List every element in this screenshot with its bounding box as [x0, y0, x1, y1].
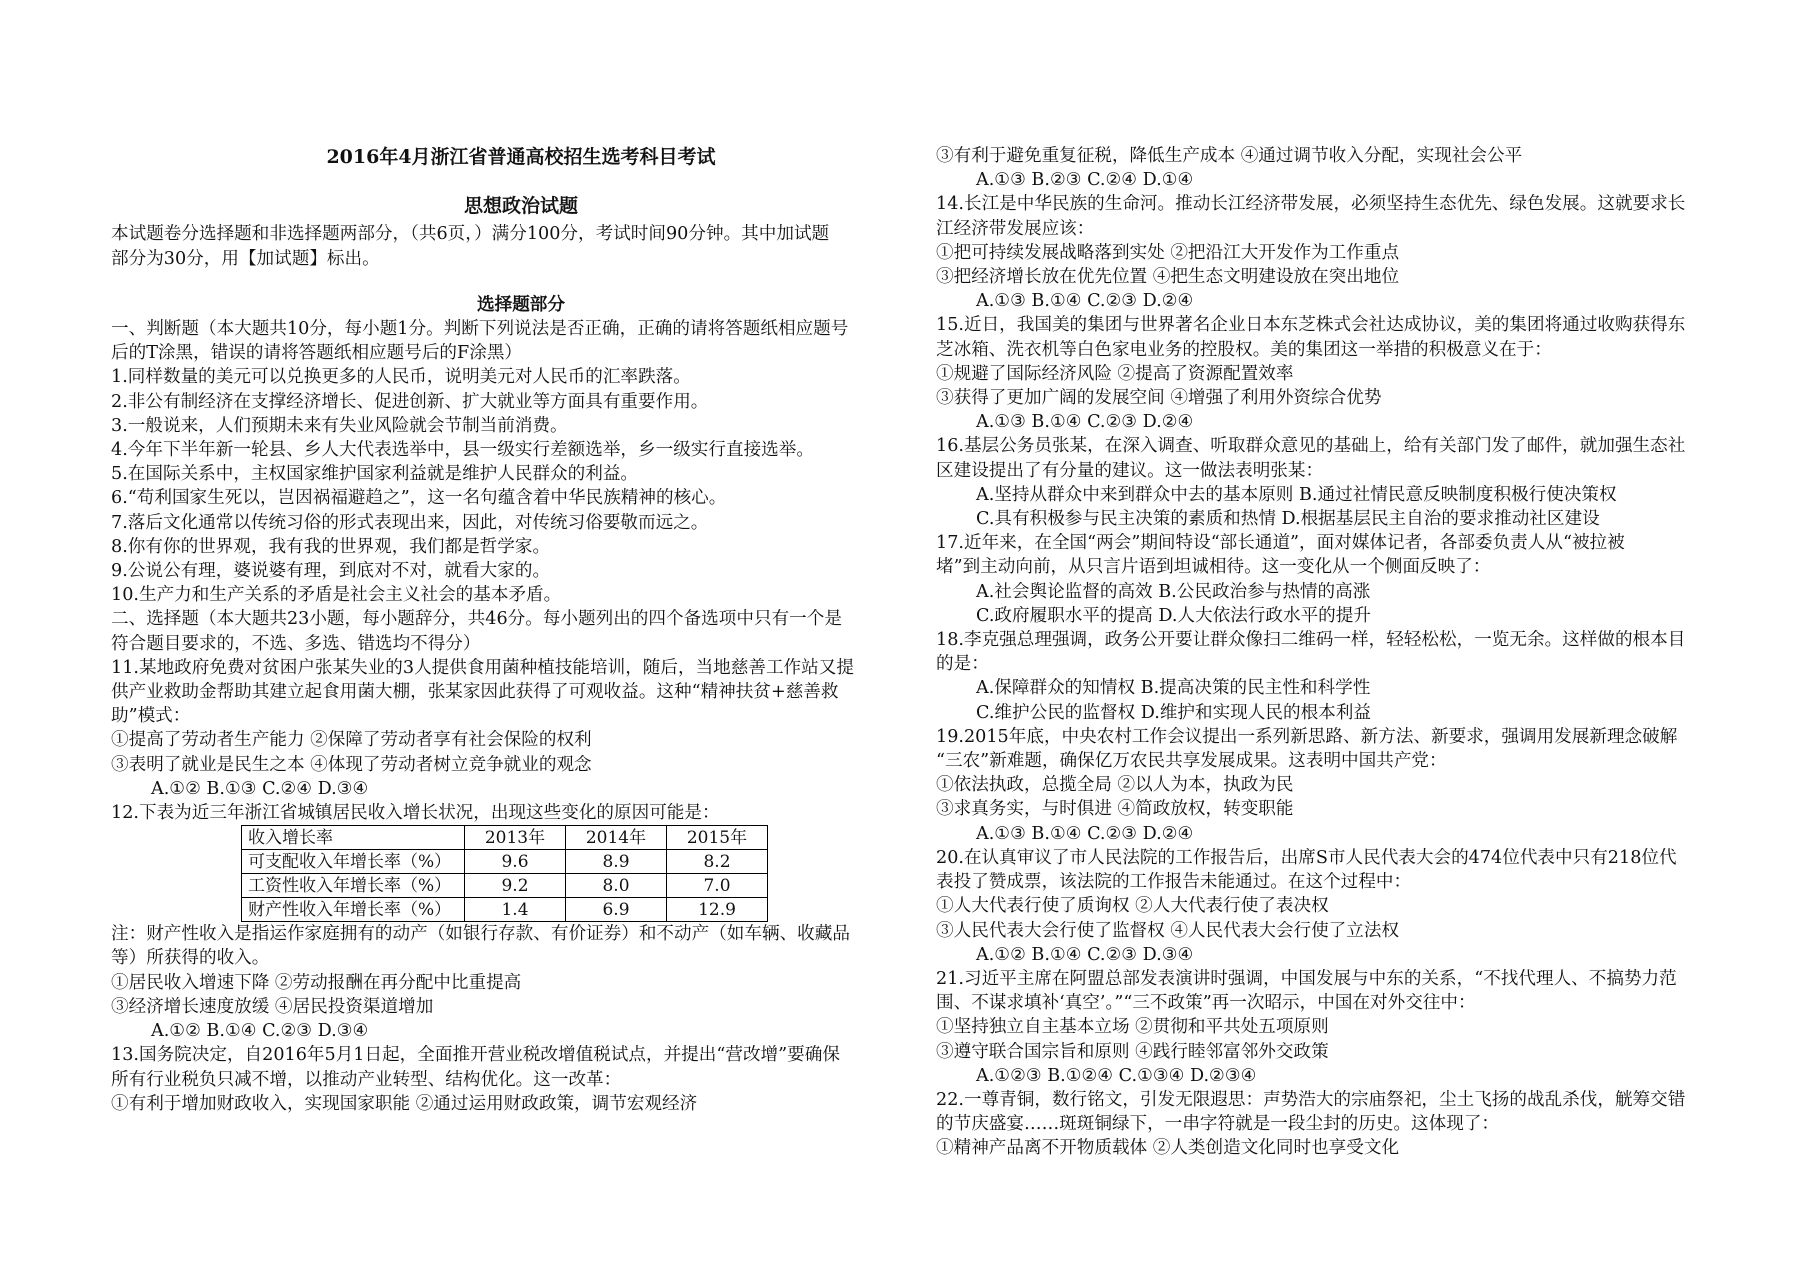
- table-cell: 12.9: [667, 898, 768, 922]
- text-line: 注：财产性收入是指运作家庭拥有的动产（如银行存款、有价证券）和不动产（如车辆、收藏品: [111, 924, 850, 945]
- text-line: ③人民代表大会行使了监督权 ④人民代表大会行使了立法权: [936, 920, 1400, 941]
- text-line: 的是：: [936, 654, 989, 675]
- text-line: A.①③ B.①④ C.②③ D.②④: [976, 823, 1194, 844]
- exam-title: 2016年4月浙江省普通高校招生选考科目考试: [326, 146, 716, 168]
- text-line: 的节庆盛宴……斑斑铜绿下，一串字符就是一段尘封的历史。这体现了：: [936, 1114, 1500, 1135]
- text-line: 13.国务院决定，自2016年5月1日起，全面推开营业税改增值税试点，并提出“营改增”要确保: [111, 1045, 840, 1066]
- left-question-list-continued: [111, 922, 931, 1116]
- text-line: 供产业救助金帮助其建立起食用菌大棚，张某家因此获得了可观收益。这种“精神扶贫+慈善救: [111, 682, 839, 703]
- text-line: 8.你有你的世界观，我有我的世界观，我们都是哲学家。: [111, 536, 551, 557]
- text-line: ①人大代表行使了质询权 ②人大代表行使了表决权: [936, 896, 1329, 917]
- text-line: 区建设提出了有分量的建议。这一做法表明张某：: [936, 460, 1324, 481]
- text-line: 堵”到主动向前，从只言片语到坦诚相待。这一变化从一个侧面反映了：: [936, 557, 1491, 578]
- text-line: 表投了赞成票，该法院的工作报告未能通过。在这个过程中：: [936, 872, 1412, 893]
- text-line: 4.今年下半年新一轮县、乡人大代表选举中，县一级实行差额选举，乡一级实行直接选举。: [111, 440, 814, 461]
- text-line: 后的T涂黑，错误的请将答题纸相应题号后的F涂黑）: [111, 343, 523, 364]
- table-cell: 工资性收入年增长率（%）: [242, 874, 465, 898]
- text-line: 芝冰箱、洗衣机等白色家电业务的控股权。美的集团这一举措的积极意义在于：: [936, 339, 1552, 360]
- text-line: C.政府履职水平的提高 D.人大依法行政水平的提升: [976, 605, 1371, 626]
- text-line: A.①② B.①④ C.②③ D.③④: [976, 944, 1194, 965]
- text-line: A.①③ B.①④ C.②③ D.②④: [976, 291, 1194, 312]
- right-question-list: [936, 144, 1756, 1161]
- text-line: 16.基层公务员张某，在深入调查、听取群众意见的基础上，给有关部门发了邮件，就加强生态社: [936, 436, 1686, 457]
- table-cell: 2015年: [667, 826, 768, 850]
- text-line: A.①② B.①③ C.②④ D.③④: [151, 778, 369, 799]
- text-line: 12.下表为近三年浙江省城镇居民收入增长状况，出现这些变化的原因可能是：: [111, 803, 720, 824]
- text-line: 1.同样数量的美元可以兑换更多的人民币，说明美元对人民币的汇率跌落。: [111, 367, 691, 388]
- text-line: 一、判断题（本大题共10分，每小题1分。判断下列说法是否正确，正确的请将答题纸相应题号: [111, 319, 849, 340]
- text-line: 助”模式：: [111, 706, 191, 727]
- text-line: 2.非公有制经济在支撑经济增长、促进创新、扩大就业等方面具有重要作用。: [111, 391, 709, 412]
- left-question-list: [111, 317, 931, 825]
- intro-line: 部分为30分，用【加试题】标出。: [111, 248, 380, 269]
- text-line: ①坚持独立自主基本立场 ②贯彻和平共处五项原则: [936, 1017, 1329, 1038]
- text-line: 等）所获得的收入。: [111, 948, 270, 969]
- text-line: 14.长江是中华民族的生命河。推动长江经济带发展，必须坚持生态优先、绿色发展。这就要求长: [936, 194, 1686, 215]
- text-line: 15.近日，我国美的集团与世界著名企业日本东芝株式会社达成协议，美的集团将通过收购获得东: [936, 315, 1686, 336]
- intro-line: 本试题卷分选择题和非选择题两部分，（共6页，）满分100分，考试时间90分钟。其中加试题: [111, 224, 830, 245]
- table-cell: 6.9: [566, 898, 667, 922]
- text-line: 5.在国际关系中，主权国家维护国家利益就是维护人民群众的利益。: [111, 464, 639, 485]
- text-line: ①居民收入增速下降 ②劳动报酬在再分配中比重提高: [111, 972, 522, 993]
- table-cell: 2013年: [465, 826, 566, 850]
- text-line: ③把经济增长放在优先位置 ④把生态文明建设放在突出地位: [936, 267, 1400, 288]
- table-cell: 9.6: [465, 850, 566, 874]
- text-line: 18.李克强总理强调，政务公开要让群众像扫二维码一样，轻轻松松，一览无余。这样做的根本目: [936, 630, 1686, 651]
- right-column: [936, 0, 1756, 1161]
- text-line: ①提高了劳动者生产能力 ②保障了劳动者享有社会保险的权利: [111, 730, 592, 751]
- text-line: A.坚持从群众中来到群众中去的基本原则 B.通过社情民意反映制度积极行使决策权: [976, 484, 1617, 505]
- text-line: ①精神产品离不开物质载体 ②人类创造文化同时也享受文化: [936, 1138, 1400, 1159]
- text-line: 17.近年来，在全国“两会”期间特设“部长通道”，面对媒体记者，各部委负责人从“被拉被: [936, 533, 1625, 554]
- text-line: 19.2015年底，中央农村工作会议提出一系列新思路、新方法、新要求，强调用发展新理念破解: [936, 726, 1678, 747]
- exam-subtitle: 思想政治试题: [463, 195, 578, 218]
- text-line: 20.在认真审议了市人民法院的工作报告后，出席S市人民代表大会的474位代表中只有218位代: [936, 847, 1677, 868]
- text-line: 二、选择题（本大题共23小题，每小题辞分，共46分。每小题列出的四个备选项中只有一个是: [111, 609, 842, 630]
- table-row: [242, 874, 768, 898]
- text-line: 22.一尊青铜，数行铭文，引发无限遐思：声势浩大的宗庙祭祀，尘土飞扬的战乱杀伐，觥筹交错: [936, 1089, 1686, 1110]
- text-line: C.具有积极参与民主决策的素质和热情 D.根据基层民主自治的要求推动社区建设: [976, 509, 1600, 530]
- text-line: ①依法执政，总揽全局 ②以人为本，执政为民: [936, 775, 1294, 796]
- text-line: 10.生产力和生产关系的矛盾是社会主义社会的基本矛盾。: [111, 585, 562, 606]
- text-line: ③经济增长速度放缓 ④居民投资渠道增加: [111, 996, 434, 1017]
- table-cell: 收入增长率: [242, 826, 465, 850]
- text-line: 符合题目要求的，不选、多选、错选均不得分）: [111, 633, 481, 654]
- text-line: ①规避了国际经济风险 ②提高了资源配置效率: [936, 363, 1294, 384]
- text-line: 9.公说公有理，婆说婆有理，到底对不对，就看大家的。: [111, 561, 551, 582]
- text-line: A.①②③ B.①②④ C.①③④ D.②③④: [976, 1065, 1257, 1086]
- text-line: 3.一般说来，人们预期未来有失业风险就会节制当前消费。: [111, 415, 568, 436]
- text-line: 所有行业税负只减不增，以推动产业转型、结构优化。这一改革：: [111, 1069, 622, 1090]
- text-line: 围、不谋求填补‘真空’。”“三不政策”再一次昭示，中国在对外交往中：: [936, 993, 1476, 1014]
- text-line: ①把可持续发展战略落到实处 ②把沿江大开发作为工作重点: [936, 242, 1400, 263]
- text-line: ①有利于增加财政收入，实现国家职能 ②通过运用财政政策，调节宏观经济: [111, 1093, 698, 1114]
- table-cell: 9.2: [465, 874, 566, 898]
- text-line: ③获得了更加广阔的发展空间 ④增强了利用外资综合优势: [936, 388, 1382, 409]
- table-cell: 财产性收入年增长率（%）: [242, 898, 465, 922]
- text-line: 7.落后文化通常以传统习俗的形式表现出来，因此，对传统习俗要敬而远之。: [111, 512, 709, 533]
- text-line: A.保障群众的知情权 B.提高决策的民主性和科学性: [976, 678, 1371, 699]
- income-table: [241, 825, 768, 922]
- left-column: [111, 0, 931, 1116]
- table-cell: 2014年: [566, 826, 667, 850]
- table-cell: 可支配收入年增长率（%）: [242, 850, 465, 874]
- text-line: 21.习近平主席在阿盟总部发表演讲时强调，中国发展与中东的关系，“不找代理人、不搞势力范: [936, 968, 1677, 989]
- table-cell: 7.0: [667, 874, 768, 898]
- text-line: A.①② B.①④ C.②③ D.③④: [151, 1021, 369, 1042]
- text-line: A.①③ B.①④ C.②③ D.②④: [976, 412, 1194, 433]
- table-row: [242, 850, 768, 874]
- text-line: A.①③ B.②③ C.②④ D.①④: [976, 170, 1194, 191]
- text-line: “三农”新难题，确保亿万农民共享发展成果。这表明中国共产党：: [936, 751, 1447, 772]
- text-line: 江经济带发展应该：: [936, 218, 1095, 239]
- text-line: 6.“苟利国家生死以，岂因祸福避趋之”，这一名句蕴含着中华民族精神的核心。: [111, 488, 727, 509]
- table-cell: 8.2: [667, 850, 768, 874]
- section-heading: 选择题部分: [477, 293, 565, 315]
- text-line: ③表明了就业是民生之本 ④体现了劳动者树立竞争就业的观念: [111, 754, 592, 775]
- text-line: C.维护公民的监督权 D.维护和实现人民的根本利益: [976, 702, 1371, 723]
- table-cell: 1.4: [465, 898, 566, 922]
- text-line: ③遵守联合国宗旨和原则 ④践行睦邻富邻外交政策: [936, 1041, 1329, 1062]
- table-header-row: [242, 826, 768, 850]
- table-cell: 8.0: [566, 874, 667, 898]
- table-cell: 8.9: [566, 850, 667, 874]
- text-line: A.社会舆论监督的高效 B.公民政治参与热情的高涨: [976, 581, 1371, 602]
- text-line: 11.某地政府免费对贫困户张某失业的3人提供食用菌种植技能培训，随后，当地慈善工作站又提: [111, 657, 854, 678]
- table-row: [242, 898, 768, 922]
- text-line: ③有利于避免重复征税，降低生产成本 ④通过调节收入分配，实现社会公平: [936, 146, 1523, 166]
- text-line: ③求真务实，与时俱进 ④简政放权，转变职能: [936, 799, 1294, 820]
